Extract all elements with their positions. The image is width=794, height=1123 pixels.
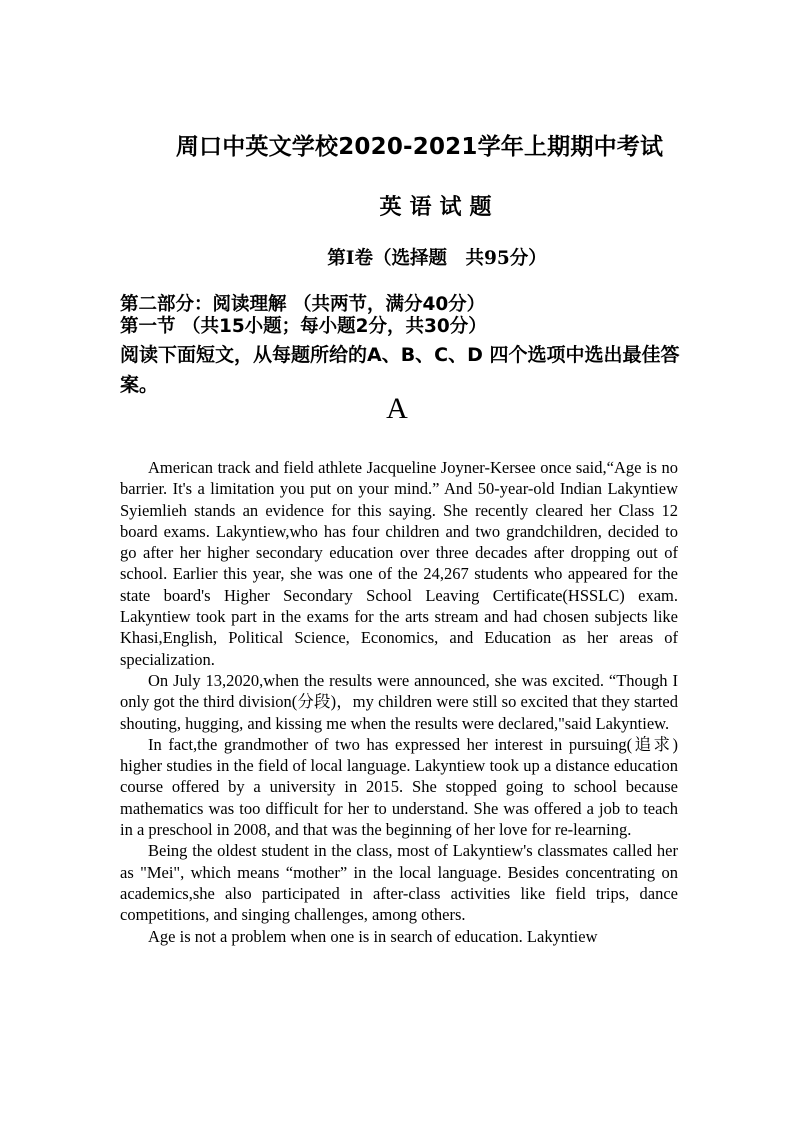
passage-paragraph: American track and field athlete Jacqueline Joyner-Kersee once said,“Age is no barrier. It's a limitation you put on your mind.” And 50-year-old Indian Lakyntiew Syiemlieh stands an evidence for this saying. She recently cleared her Class 12 board exams. Lakyntiew,who has four children and two grandchildren, decided to go after her higher secondary education over three decades after dropping out of school. Earlier this year, she was one of the 24,267 students who appeared for the state board's Higher Secondary School Leaving Certificate(HSSLC) exam. Lakyntiew took part in the exams for the arts stream and had chosen subjects like Khasi,English, Political Science, Economics, and Education as her areas of specialization. [120,458,678,669]
passage-paragraph: Being the oldest student in the class, most of Lakyntiew's classmates called her as "Mei", which means “mother” in the local language. Besides concentrating on academics,she also participated in after-class activities like field trips, dance competitions, and singing challenges, among others. [120,841,678,925]
passage-letter: A [386,392,408,425]
part-heading: 第二部分：阅读理解 （共两节，满分40分） [120,294,486,315]
school-exam-title: 周口中英文学校2020-2021学年上期期中考试 [175,134,664,160]
reading-instructions: 阅读下面短文，从每题所给的A、B、C、D 四个选项中选出最佳答案。 [120,344,680,396]
passage-paragraph: On July 13,2020,when the results were announced, she was excited. “Though I only got the third division(分段)，my children were still so excited that they started shouting, hugging, and kissing me when the results were declared,"said Lakyntiew. [120,670,678,733]
passage-paragraph: In fact,the grandmother of two has expressed her interest in pursuing(追求) higher studies in the field of local language. Lakyntiew took up a distance education course offered by a university in 2015. She stopped going to school because mathematics was too difficult for her to understand. She was offered a job to teach in a preschool in 2008, and that was the beginning of her love for re-learning. [120,734,678,840]
volume-title: 第Ⅰ卷（选择题 共95分） [327,248,547,269]
subsection-heading: 第一节 （共15小题；每小题2分，共30分） [120,316,487,337]
subject-title: 英语试题 [379,195,500,220]
reading-passage [120,457,678,947]
passage-paragraph: Age is not a problem when one is in search of education. Lakyntiew [148,926,598,946]
